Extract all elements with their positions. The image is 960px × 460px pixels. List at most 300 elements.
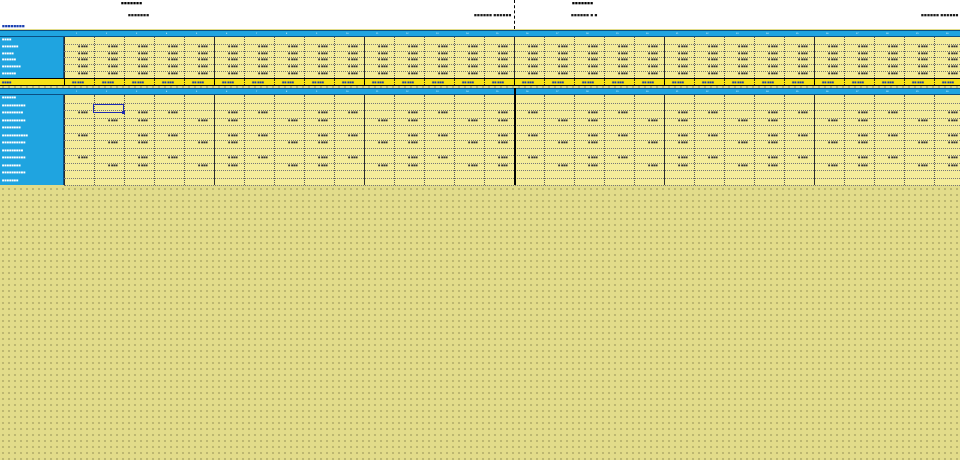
table-cell[interactable]: ■ ■■■ [138, 44, 148, 48]
table-cell[interactable]: ■ ■■■ [828, 163, 838, 167]
column-header[interactable]: 15 [496, 91, 499, 93]
table-cell[interactable]: ■ ■■■ [678, 58, 688, 62]
table-cell[interactable]: ■ ■■■ [228, 156, 238, 159]
table-cell[interactable]: ■ ■■■ [498, 44, 508, 48]
table-cell[interactable]: ■ ■■■ [498, 111, 508, 114]
column-header[interactable]: 26 [826, 91, 829, 93]
table-cell[interactable]: ■ ■■■ [318, 163, 328, 167]
table-cell[interactable]: ■ ■■■ [948, 65, 958, 69]
table-cell[interactable]: ■ ■■■ [678, 163, 688, 167]
table-cell[interactable]: ■ ■■■ [168, 51, 178, 55]
table-cell[interactable]: ■ ■■■ [888, 44, 898, 48]
column-header[interactable]: 6 [226, 33, 228, 35]
table-cell[interactable]: ■ ■■■ [588, 141, 598, 144]
table-cell[interactable]: ■ ■■■ [858, 156, 868, 159]
column-header[interactable]: 10 [346, 33, 349, 35]
table-cell[interactable]: ■ ■■■ [648, 72, 658, 75]
table-cell[interactable]: ■ ■■■ [858, 141, 868, 144]
table-cell[interactable]: ■ ■■■ [948, 133, 958, 137]
table-cell[interactable]: ■ ■■■ [588, 163, 598, 167]
table-cell[interactable]: ■ ■■■ [108, 58, 118, 62]
table-cell[interactable]: ■ ■■■ [108, 118, 118, 122]
table-cell[interactable]: ■ ■■■ [108, 51, 118, 55]
table-cell[interactable]: ■ ■■■ [738, 65, 748, 69]
table-cell[interactable]: ■ ■■■ [348, 133, 358, 137]
table-cell[interactable]: ■ ■■■ [858, 111, 868, 114]
total-cell[interactable]: ■■ ■■■ [222, 81, 235, 84]
active-cell-selection[interactable] [93, 104, 124, 113]
table-cell[interactable]: ■ ■■■ [858, 163, 868, 167]
column-header[interactable]: 25 [796, 33, 799, 35]
column-header[interactable]: 21 [676, 91, 679, 93]
column-header[interactable]: 1 [76, 91, 78, 93]
table-cell[interactable]: ■ ■■■ [678, 141, 688, 144]
table-cell[interactable]: ■ ■■■ [768, 111, 778, 114]
table-cell[interactable]: ■ ■■■ [258, 65, 268, 69]
table-cell[interactable]: ■ ■■■ [828, 51, 838, 55]
table-cell[interactable]: ■ ■■■ [918, 72, 928, 75]
table-cell[interactable]: ■ ■■■ [78, 65, 88, 69]
table-cell[interactable]: ■ ■■■ [558, 72, 568, 75]
table-cell[interactable]: ■ ■■■ [828, 44, 838, 48]
table-cell[interactable]: ■ ■■■ [918, 163, 928, 167]
table-cell[interactable]: ■ ■■■ [438, 58, 448, 62]
total-cell[interactable]: ■■ ■■■ [912, 81, 925, 84]
table-cell[interactable]: ■ ■■■ [438, 156, 448, 159]
table-cell[interactable]: ■ ■■■ [258, 133, 268, 137]
table-cell[interactable]: ■ ■■■ [738, 44, 748, 48]
column-header[interactable]: 16 [526, 33, 529, 35]
column-header[interactable]: 17 [556, 33, 559, 35]
column-header[interactable]: 27 [856, 33, 859, 35]
table-cell[interactable]: ■ ■■■ [138, 58, 148, 62]
column-header[interactable]: 5 [196, 91, 198, 93]
column-header[interactable]: 29 [916, 33, 919, 35]
total-cell[interactable]: ■■ ■■■ [732, 81, 745, 84]
table-cell[interactable]: ■ ■■■ [768, 44, 778, 48]
table-cell[interactable]: ■ ■■■ [168, 65, 178, 69]
table-cell[interactable]: ■ ■■■ [348, 111, 358, 114]
column-header[interactable]: 25 [796, 91, 799, 93]
column-header[interactable]: 22 [706, 91, 709, 93]
column-header[interactable]: 8 [286, 91, 288, 93]
table-cell[interactable]: ■ ■■■ [678, 51, 688, 55]
table-cell[interactable]: ■ ■■■ [168, 111, 178, 114]
table-cell[interactable]: ■ ■■■ [468, 51, 478, 55]
column-header[interactable]: 26 [826, 33, 829, 35]
table-cell[interactable]: ■ ■■■ [588, 51, 598, 55]
column-header[interactable]: 4 [166, 91, 168, 93]
table-cell[interactable]: ■ ■■■ [378, 72, 388, 75]
total-cell[interactable]: ■■ ■■■ [102, 81, 115, 84]
total-cell[interactable]: ■■ ■■■ [192, 81, 205, 84]
table-cell[interactable]: ■ ■■■ [198, 118, 208, 122]
table-cell[interactable]: ■ ■■■ [948, 111, 958, 114]
column-header[interactable]: 12 [406, 91, 409, 93]
table-cell[interactable]: ■ ■■■ [138, 163, 148, 167]
total-cell[interactable]: ■■ ■■■ [762, 81, 775, 84]
table-cell[interactable]: ■ ■■■ [288, 163, 298, 167]
table-cell[interactable]: ■ ■■■ [678, 72, 688, 75]
table-cell[interactable]: ■ ■■■ [678, 44, 688, 48]
table-cell[interactable]: ■ ■■■ [318, 72, 328, 75]
column-header[interactable]: 3 [136, 33, 138, 35]
table-cell[interactable]: ■ ■■■ [258, 58, 268, 62]
table-cell[interactable]: ■ ■■■ [738, 118, 748, 122]
table-cell[interactable]: ■ ■■■ [828, 72, 838, 75]
table-cell[interactable]: ■ ■■■ [768, 65, 778, 69]
table-cell[interactable]: ■ ■■■ [618, 44, 628, 48]
table-cell[interactable]: ■ ■■■ [648, 65, 658, 69]
table-cell[interactable]: ■ ■■■ [588, 118, 598, 122]
table-cell[interactable]: ■ ■■■ [528, 58, 538, 62]
table-cell[interactable]: ■ ■■■ [198, 72, 208, 75]
table-cell[interactable]: ■ ■■■ [678, 65, 688, 69]
column-header[interactable]: 11 [376, 33, 379, 35]
column-header[interactable]: 29 [916, 91, 919, 93]
table-cell[interactable]: ■ ■■■ [648, 163, 658, 167]
table-cell[interactable]: ■ ■■■ [528, 65, 538, 69]
table-cell[interactable]: ■ ■■■ [138, 118, 148, 122]
total-cell[interactable]: ■■ ■■■ [522, 81, 535, 84]
column-header[interactable]: 15 [496, 33, 499, 35]
table-cell[interactable]: ■ ■■■ [468, 118, 478, 122]
table-cell[interactable]: ■ ■■■ [798, 156, 808, 159]
column-header[interactable]: 27 [856, 91, 859, 93]
total-cell[interactable]: ■■ ■■■ [702, 81, 715, 84]
table-cell[interactable]: ■ ■■■ [618, 111, 628, 114]
table-cell[interactable]: ■ ■■■ [798, 44, 808, 48]
table-cell[interactable]: ■ ■■■ [288, 141, 298, 144]
table-cell[interactable]: ■ ■■■ [468, 163, 478, 167]
table-cell[interactable]: ■ ■■■ [738, 163, 748, 167]
table-cell[interactable]: ■ ■■■ [498, 118, 508, 122]
table-cell[interactable]: ■ ■■■ [948, 72, 958, 75]
table-cell[interactable]: ■ ■■■ [348, 51, 358, 55]
table-cell[interactable]: ■ ■■■ [168, 133, 178, 137]
total-cell[interactable]: ■■ ■■■ [822, 81, 835, 84]
total-cell[interactable]: ■■ ■■■ [642, 81, 655, 84]
table-cell[interactable]: ■ ■■■ [108, 44, 118, 48]
table-cell[interactable]: ■ ■■■ [168, 44, 178, 48]
table-cell[interactable]: ■ ■■■ [168, 156, 178, 159]
table-cell[interactable]: ■ ■■■ [678, 156, 688, 159]
table-cell[interactable]: ■ ■■■ [408, 58, 418, 62]
table-cell[interactable]: ■ ■■■ [528, 44, 538, 48]
table-cell[interactable]: ■ ■■■ [888, 51, 898, 55]
column-header[interactable]: 30 [946, 91, 949, 93]
column-header[interactable]: 9 [316, 91, 318, 93]
table-cell[interactable]: ■ ■■■ [438, 133, 448, 137]
table-cell[interactable]: ■ ■■■ [378, 163, 388, 167]
total-row[interactable] [0, 78, 960, 86]
column-header[interactable]: 6 [226, 91, 228, 93]
table-cell[interactable]: ■ ■■■ [78, 58, 88, 62]
table-cell[interactable]: ■ ■■■ [768, 141, 778, 144]
table-cell[interactable]: ■ ■■■ [708, 156, 718, 159]
total-cell[interactable]: ■■ ■■■ [792, 81, 805, 84]
table-cell[interactable]: ■ ■■■ [198, 44, 208, 48]
table-cell[interactable]: ■ ■■■ [558, 141, 568, 144]
table-cell[interactable]: ■ ■■■ [948, 44, 958, 48]
total-cell[interactable]: ■■ ■■■ [132, 81, 145, 84]
column-header[interactable]: 23 [736, 33, 739, 35]
table-cell[interactable]: ■ ■■■ [678, 133, 688, 137]
table-cell[interactable]: ■ ■■■ [378, 118, 388, 122]
sheet-label[interactable]: ■■■■■■■■ [2, 24, 25, 28]
table-cell[interactable]: ■ ■■■ [828, 141, 838, 144]
upper-data-grid[interactable] [64, 37, 960, 78]
column-header[interactable]: 21 [676, 33, 679, 35]
table-cell[interactable]: ■ ■■■ [228, 72, 238, 75]
table-cell[interactable]: ■ ■■■ [558, 65, 568, 69]
column-header[interactable]: 5 [196, 33, 198, 35]
table-cell[interactable]: ■ ■■■ [348, 72, 358, 75]
table-cell[interactable]: ■ ■■■ [318, 65, 328, 69]
column-header[interactable]: 19 [616, 91, 619, 93]
table-cell[interactable]: ■ ■■■ [948, 58, 958, 62]
total-cell[interactable]: ■■ ■■■ [492, 81, 505, 84]
column-header[interactable]: 12 [406, 33, 409, 35]
table-cell[interactable]: ■ ■■■ [288, 72, 298, 75]
table-cell[interactable]: ■ ■■■ [528, 111, 538, 114]
table-cell[interactable]: ■ ■■■ [648, 141, 658, 144]
column-header[interactable]: 23 [736, 91, 739, 93]
column-header[interactable]: 24 [766, 91, 769, 93]
column-header[interactable]: 2 [106, 33, 108, 35]
table-cell[interactable]: ■ ■■■ [498, 141, 508, 144]
column-header[interactable]: 2 [106, 91, 108, 93]
column-header[interactable]: 13 [436, 91, 439, 93]
table-cell[interactable]: ■ ■■■ [318, 58, 328, 62]
table-cell[interactable]: ■ ■■■ [468, 72, 478, 75]
column-header[interactable]: 28 [886, 91, 889, 93]
table-cell[interactable]: ■ ■■■ [648, 58, 658, 62]
table-cell[interactable]: ■ ■■■ [288, 44, 298, 48]
column-header[interactable]: 16 [526, 91, 529, 93]
table-cell[interactable]: ■ ■■■ [348, 58, 358, 62]
table-cell[interactable]: ■ ■■■ [378, 65, 388, 69]
table-cell[interactable]: ■ ■■■ [558, 44, 568, 48]
table-cell[interactable]: ■ ■■■ [588, 72, 598, 75]
column-header[interactable]: 22 [706, 33, 709, 35]
table-cell[interactable]: ■ ■■■ [138, 133, 148, 137]
table-cell[interactable]: ■ ■■■ [648, 51, 658, 55]
column-header[interactable]: 8 [286, 33, 288, 35]
table-cell[interactable]: ■ ■■■ [408, 51, 418, 55]
table-cell[interactable]: ■ ■■■ [78, 133, 88, 137]
table-cell[interactable]: ■ ■■■ [588, 111, 598, 114]
table-cell[interactable]: ■ ■■■ [318, 51, 328, 55]
table-cell[interactable]: ■ ■■■ [618, 65, 628, 69]
table-cell[interactable]: ■ ■■■ [468, 65, 478, 69]
table-cell[interactable]: ■ ■■■ [138, 65, 148, 69]
table-cell[interactable]: ■ ■■■ [348, 44, 358, 48]
table-cell[interactable]: ■ ■■■ [888, 72, 898, 75]
table-cell[interactable]: ■ ■■■ [258, 44, 268, 48]
table-cell[interactable]: ■ ■■■ [738, 141, 748, 144]
table-cell[interactable]: ■ ■■■ [138, 72, 148, 75]
table-cell[interactable]: ■ ■■■ [648, 44, 658, 48]
table-cell[interactable]: ■ ■■■ [498, 65, 508, 69]
table-cell[interactable]: ■ ■■■ [288, 118, 298, 122]
table-cell[interactable]: ■ ■■■ [258, 156, 268, 159]
table-cell[interactable]: ■ ■■■ [78, 156, 88, 159]
table-cell[interactable]: ■ ■■■ [708, 72, 718, 75]
table-cell[interactable]: ■ ■■■ [948, 141, 958, 144]
table-cell[interactable]: ■ ■■■ [408, 72, 418, 75]
table-cell[interactable]: ■ ■■■ [498, 133, 508, 137]
total-cell[interactable]: ■■ ■■■ [372, 81, 385, 84]
table-cell[interactable]: ■ ■■■ [438, 44, 448, 48]
table-cell[interactable]: ■ ■■■ [858, 58, 868, 62]
table-cell[interactable]: ■ ■■■ [858, 65, 868, 69]
table-cell[interactable]: ■ ■■■ [318, 118, 328, 122]
table-cell[interactable]: ■ ■■■ [558, 163, 568, 167]
table-cell[interactable]: ■ ■■■ [618, 156, 628, 159]
table-cell[interactable]: ■ ■■■ [318, 133, 328, 137]
table-cell[interactable]: ■ ■■■ [528, 133, 538, 137]
table-cell[interactable]: ■ ■■■ [198, 163, 208, 167]
table-cell[interactable]: ■ ■■■ [198, 58, 208, 62]
table-cell[interactable]: ■ ■■■ [198, 141, 208, 144]
table-cell[interactable]: ■ ■■■ [618, 51, 628, 55]
table-cell[interactable]: ■ ■■■ [468, 141, 478, 144]
table-cell[interactable]: ■ ■■■ [558, 118, 568, 122]
total-cell[interactable]: ■■ ■■■ [552, 81, 565, 84]
column-header[interactable]: 20 [646, 33, 649, 35]
total-cell[interactable]: ■■ ■■■ [582, 81, 595, 84]
table-cell[interactable]: ■ ■■■ [918, 141, 928, 144]
total-cell[interactable]: ■■ ■■■ [252, 81, 265, 84]
table-cell[interactable]: ■ ■■■ [318, 156, 328, 159]
table-cell[interactable]: ■ ■■■ [198, 65, 208, 69]
table-cell[interactable]: ■ ■■■ [78, 72, 88, 75]
table-cell[interactable]: ■ ■■■ [948, 163, 958, 167]
table-cell[interactable]: ■ ■■■ [138, 51, 148, 55]
table-cell[interactable]: ■ ■■■ [228, 44, 238, 48]
table-cell[interactable]: ■ ■■■ [408, 111, 418, 114]
table-cell[interactable]: ■ ■■■ [408, 65, 418, 69]
table-cell[interactable]: ■ ■■■ [798, 51, 808, 55]
table-cell[interactable]: ■ ■■■ [498, 156, 508, 159]
column-header[interactable]: 7 [256, 33, 258, 35]
table-cell[interactable]: ■ ■■■ [918, 65, 928, 69]
table-cell[interactable]: ■ ■■■ [168, 58, 178, 62]
total-cell[interactable]: ■■ ■■■ [942, 81, 955, 84]
total-cell[interactable]: ■■ ■■■ [462, 81, 475, 84]
table-cell[interactable]: ■ ■■■ [108, 72, 118, 75]
table-cell[interactable]: ■ ■■■ [738, 51, 748, 55]
table-cell[interactable]: ■ ■■■ [768, 163, 778, 167]
column-header[interactable]: 20 [646, 91, 649, 93]
table-cell[interactable]: ■ ■■■ [528, 156, 538, 159]
table-cell[interactable]: ■ ■■■ [408, 141, 418, 144]
total-cell[interactable]: ■■ ■■■ [612, 81, 625, 84]
total-cell[interactable]: ■■ ■■■ [342, 81, 355, 84]
column-header[interactable]: 1 [76, 33, 78, 35]
table-cell[interactable]: ■ ■■■ [588, 44, 598, 48]
column-header[interactable]: 11 [376, 91, 379, 93]
table-cell[interactable]: ■ ■■■ [558, 51, 568, 55]
table-cell[interactable]: ■ ■■■ [198, 51, 208, 55]
column-header[interactable]: 14 [466, 91, 469, 93]
table-cell[interactable]: ■ ■■■ [228, 118, 238, 122]
table-cell[interactable]: ■ ■■■ [798, 58, 808, 62]
column-header[interactable]: 4 [166, 33, 168, 35]
table-cell[interactable]: ■ ■■■ [438, 65, 448, 69]
table-cell[interactable]: ■ ■■■ [168, 72, 178, 75]
table-cell[interactable]: ■ ■■■ [888, 58, 898, 62]
total-cell[interactable]: ■■ ■■■ [672, 81, 685, 84]
column-header[interactable]: 10 [346, 91, 349, 93]
column-header[interactable]: 9 [316, 33, 318, 35]
total-cell[interactable]: ■■ ■■■ [882, 81, 895, 84]
table-cell[interactable]: ■ ■■■ [798, 72, 808, 75]
table-cell[interactable]: ■ ■■■ [888, 111, 898, 114]
total-cell[interactable]: ■■ ■■■ [402, 81, 415, 84]
column-header[interactable]: 13 [436, 33, 439, 35]
table-cell[interactable]: ■ ■■■ [588, 58, 598, 62]
table-cell[interactable]: ■ ■■■ [918, 118, 928, 122]
table-cell[interactable]: ■ ■■■ [138, 156, 148, 159]
table-cell[interactable]: ■ ■■■ [318, 141, 328, 144]
table-cell[interactable]: ■ ■■■ [288, 51, 298, 55]
table-cell[interactable]: ■ ■■■ [408, 44, 418, 48]
table-cell[interactable]: ■ ■■■ [948, 51, 958, 55]
table-cell[interactable]: ■ ■■■ [888, 133, 898, 137]
column-header[interactable]: 3 [136, 91, 138, 93]
table-cell[interactable]: ■ ■■■ [708, 58, 718, 62]
table-cell[interactable]: ■ ■■■ [108, 163, 118, 167]
table-cell[interactable]: ■ ■■■ [798, 111, 808, 114]
table-cell[interactable]: ■ ■■■ [708, 51, 718, 55]
table-cell[interactable]: ■ ■■■ [828, 58, 838, 62]
table-cell[interactable]: ■ ■■■ [78, 51, 88, 55]
total-cell[interactable]: ■■ ■■■ [282, 81, 295, 84]
column-header[interactable]: 18 [586, 91, 589, 93]
total-cell[interactable]: ■■ ■■■ [852, 81, 865, 84]
table-cell[interactable]: ■ ■■■ [858, 44, 868, 48]
table-cell[interactable]: ■ ■■■ [408, 163, 418, 167]
table-cell[interactable]: ■ ■■■ [858, 118, 868, 122]
table-cell[interactable]: ■ ■■■ [768, 58, 778, 62]
lower-data-grid[interactable] [64, 95, 960, 185]
table-cell[interactable]: ■ ■■■ [138, 141, 148, 144]
table-cell[interactable]: ■ ■■■ [408, 156, 418, 159]
table-cell[interactable]: ■ ■■■ [738, 58, 748, 62]
table-cell[interactable]: ■ ■■■ [378, 58, 388, 62]
table-cell[interactable]: ■ ■■■ [318, 111, 328, 114]
table-cell[interactable]: ■ ■■■ [948, 118, 958, 122]
table-cell[interactable]: ■ ■■■ [378, 51, 388, 55]
table-cell[interactable]: ■ ■■■ [948, 156, 958, 159]
table-cell[interactable]: ■ ■■■ [78, 111, 88, 114]
table-cell[interactable]: ■ ■■■ [468, 44, 478, 48]
table-cell[interactable]: ■ ■■■ [498, 51, 508, 55]
table-cell[interactable]: ■ ■■■ [618, 133, 628, 137]
table-cell[interactable]: ■ ■■■ [858, 72, 868, 75]
table-cell[interactable]: ■ ■■■ [228, 111, 238, 114]
table-cell[interactable]: ■ ■■■ [588, 156, 598, 159]
column-header[interactable]: 18 [586, 33, 589, 35]
table-cell[interactable]: ■ ■■■ [678, 118, 688, 122]
column-header[interactable]: 24 [766, 33, 769, 35]
table-cell[interactable]: ■ ■■■ [798, 133, 808, 137]
table-cell[interactable]: ■ ■■■ [708, 111, 718, 114]
table-cell[interactable]: ■ ■■■ [228, 65, 238, 69]
table-cell[interactable]: ■ ■■■ [498, 72, 508, 75]
